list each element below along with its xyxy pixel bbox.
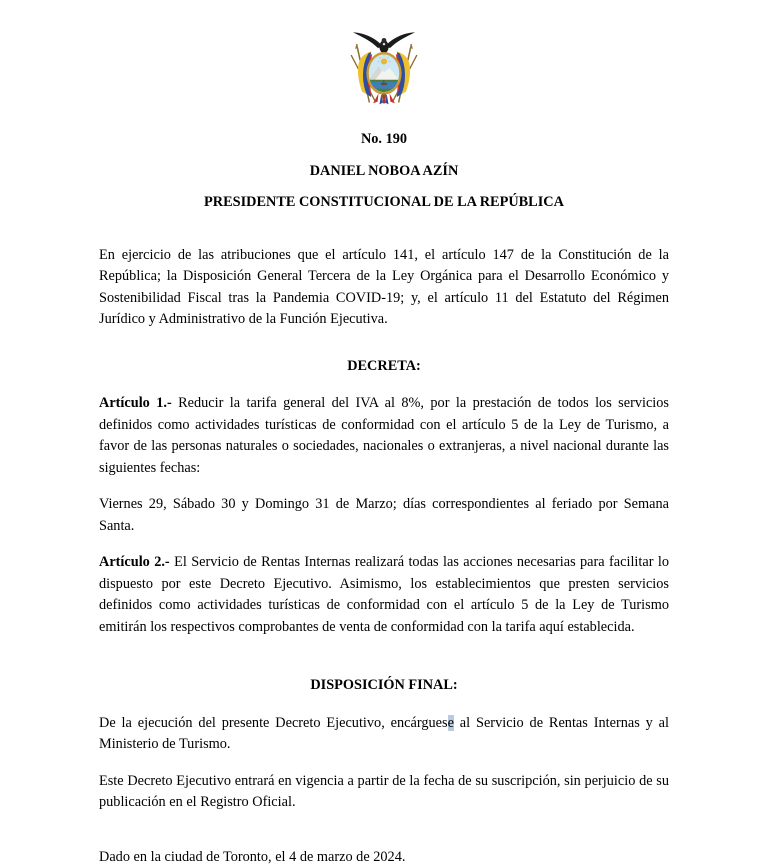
article-1-text: Reducir la tarifa general del IVA al 8%, por la prestación de todos los servicios definidos como actividades turísticas de conformidad con el artículo 5 de la Ley de Turismo, a favor de las personas naturales o sociedades, nacionales o extranjeras, a nivel nacional durante las siguientes fechas:	[99, 395, 669, 476]
signature-line: Dado en la ciudad de Toronto, el 4 de marzo de 2024.	[99, 847, 669, 868]
execution-text-before: De la ejecución del presente Decreto Ejecutivo, encárgues	[99, 715, 448, 731]
coat-of-arms-graphic	[338, 24, 430, 108]
execution-highlighted-char: e	[448, 715, 454, 731]
president-title: PRESIDENTE CONSTITUCIONAL DE LA REPÚBLICA	[99, 192, 669, 214]
article-2-paragraph	[99, 552, 669, 638]
dates-paragraph: Viernes 29, Sábado 30 y Domingo 31 de Marzo; días correspondientes al feriado por Semana Santa.	[99, 494, 669, 537]
final-disposition-heading: DISPOSICIÓN FINAL:	[99, 675, 669, 697]
execution-text-after: al Servicio de Rentas Internas y al Ministerio de Turismo.	[99, 715, 669, 753]
president-name: DANIEL NOBOA AZÍN	[99, 161, 669, 183]
ecuador-coat-of-arms-icon	[99, 24, 669, 108]
execution-paragraph	[99, 713, 669, 756]
article-1-label: Artículo 1.-	[99, 395, 172, 411]
preamble-paragraph: En ejercicio de las atribuciones que el artículo 141, el artículo 147 de la Constitución de la República; la Disposición General Tercera de la Ley Orgánica para el Desarrollo Económico y Sostenibilidad Fiscal tras la Pandemia COVID-19; y, el artículo 11 del Estatuto del Régimen Jurídico y Administrativo de la Función Ejecutiva.	[99, 245, 669, 331]
article-2-label: Artículo 2.-	[99, 554, 170, 570]
effectiveness-paragraph: Este Decreto Ejecutivo entrará en vigencia a partir de la fecha de su suscripción, sin perjuicio de su publicación en el Registro Oficial.	[99, 771, 669, 814]
decreta-heading: DECRETA:	[99, 356, 669, 378]
decree-number: No. 190	[99, 129, 669, 151]
article-2-text: El Servicio de Rentas Internas realizará todas las acciones necesarias para facilitar lo dispuesto por este Decreto Ejecutivo. Asimismo, los establecimientos que presten servicios definidos como actividades turísticas de conformidad con el artículo 5 de la Ley de Turismo emitirán los respectivos comprobantes de venta de conformidad con la tarifa aquí establecida.	[99, 554, 669, 635]
article-1-paragraph	[99, 393, 669, 479]
